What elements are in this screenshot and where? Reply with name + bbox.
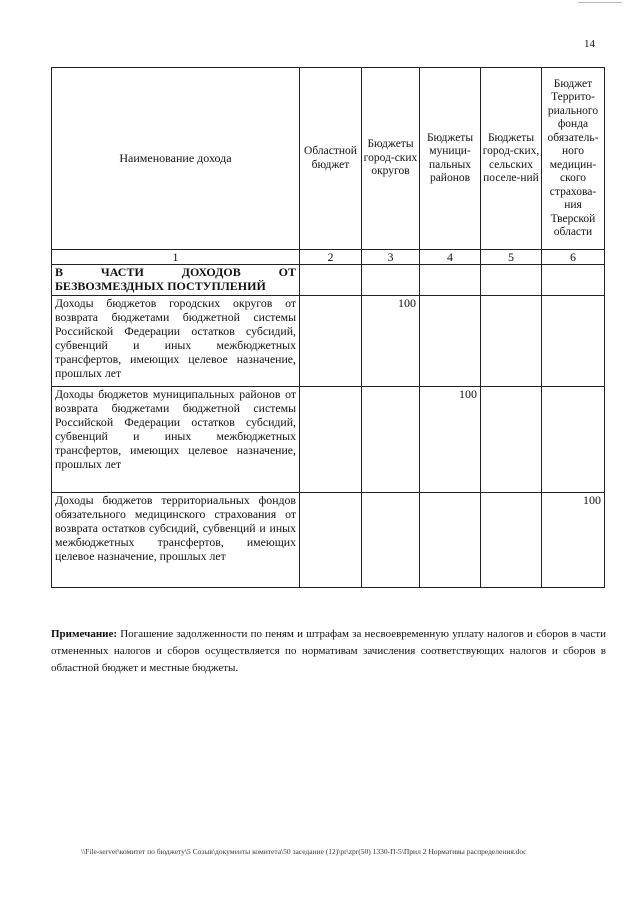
revenue-name-cell: Доходы бюджетов муниципальных районов от возврата бюджетами бюджетной системы Российской Федерации остатков субсидий, субвенций и иных межбюджетных трансфертов, имеющих целевое назначение, прошлых лет [52, 387, 300, 493]
section-title: В ЧАСТИ ДОХОДОВ ОТ БЕЗВОЗМЕЗДНЫХ ПОСТУПЛЕНИЙ [52, 265, 300, 296]
value-cell: 100 [542, 493, 605, 588]
value-cell: 100 [362, 296, 420, 387]
value-cell [542, 387, 605, 493]
column-number: 6 [542, 250, 605, 265]
empty-cell [300, 265, 362, 296]
column-number: 2 [300, 250, 362, 265]
table-row [52, 296, 605, 387]
table-row [52, 493, 605, 588]
value-cell [481, 493, 542, 588]
top-rule [578, 2, 622, 3]
column-number: 1 [52, 250, 300, 265]
value-cell [420, 296, 481, 387]
column-number: 5 [481, 250, 542, 265]
footer-file-path: \\File-server\комитет по бюджету\5 Созыв\документы комитета\50 заседание (12)\pr\zpr(50) 1330-П-5\Прил 2 Нормативы распределения.doc [81, 847, 527, 856]
section-row [52, 265, 605, 296]
empty-cell [362, 265, 420, 296]
empty-cell [481, 265, 542, 296]
value-cell [542, 296, 605, 387]
value-cell [481, 387, 542, 493]
header-municipal-district-budgets: Бюджеты муници-пальных районов [420, 68, 481, 250]
value-cell [362, 387, 420, 493]
value-cell [300, 387, 362, 493]
value-cell [362, 493, 420, 588]
revenue-name-cell: Доходы бюджетов территориальных фондов обязательного медицинского страхования от возврата остатков субсидий, субвенций и иных межбюджетных трансфертов, имеющих целевое назначение, прошлых лет [52, 493, 300, 588]
revenue-table [51, 67, 605, 588]
empty-cell [420, 265, 481, 296]
column-number: 3 [362, 250, 420, 265]
value-cell [420, 493, 481, 588]
note-text: Погашение задолженности по пеням и штрафам за несвоевременную уплату налогов и сборов в части отмененных налогов и сборов осуществляется по нормативам зачисления соответствующих налогов и сборов в областной бюджет и местные бюджеты. [51, 628, 606, 674]
header-settlement-budgets: Бюджеты город-ских, сельских поселе-ний [481, 68, 542, 250]
empty-cell [542, 265, 605, 296]
value-cell [481, 296, 542, 387]
value-cell [300, 493, 362, 588]
header-regional-budget: Областной бюджет [300, 68, 362, 250]
value-cell [300, 296, 362, 387]
header-city-district-budgets: Бюджеты город-ских округов [362, 68, 420, 250]
value-cell: 100 [420, 387, 481, 493]
header-tfoms-budget: Бюджет Террито-риального фонда обязатель-ного медицин-ского страхова-ния Тверской области [542, 68, 605, 250]
table-row [52, 387, 605, 493]
page-number: 14 [584, 38, 595, 50]
header-revenue-name: Наименование дохода [52, 68, 300, 250]
table-header-row [52, 68, 605, 250]
note-label: Примечание: [51, 628, 118, 640]
note-paragraph [51, 626, 606, 677]
column-number: 4 [420, 250, 481, 265]
column-number-row [52, 250, 605, 265]
revenue-name-cell: Доходы бюджетов городских округов от возврата бюджетами бюджетной системы Российской Федерации остатков субсидий, субвенций и иных межбюджетных трансфертов, имеющих целевое назначение, прошлых лет [52, 296, 300, 387]
